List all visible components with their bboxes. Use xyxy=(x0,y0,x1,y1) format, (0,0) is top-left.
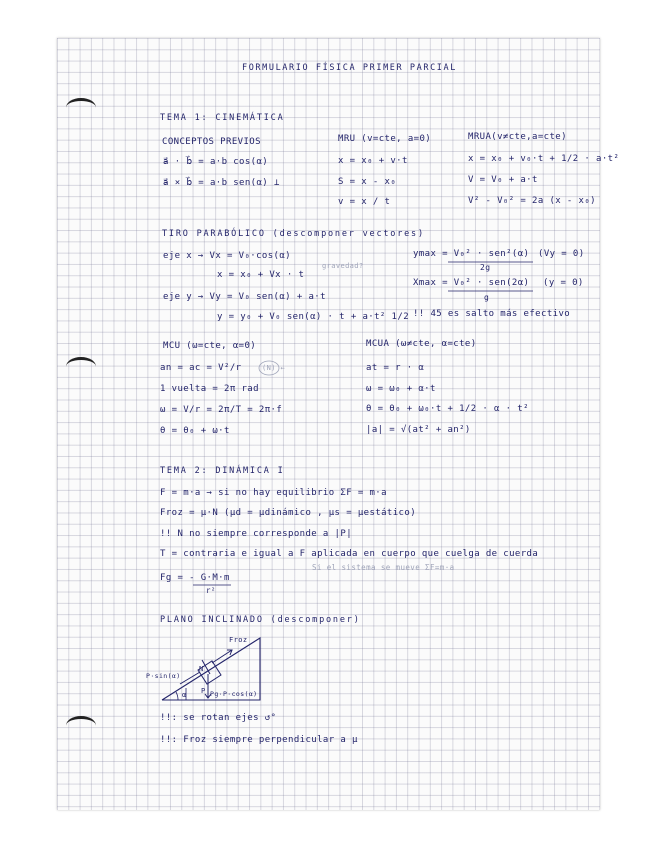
label-normal: N xyxy=(199,665,204,673)
binder-hole xyxy=(66,357,96,376)
label-alpha: α xyxy=(182,691,187,699)
formula-centripetal: an = ac = V²/r xyxy=(160,363,242,373)
formula-ejex-velocity: eje x → Vx = V₀·cos(α) xyxy=(163,251,292,261)
mcu-header: MCU (ω=cte, α=0) xyxy=(163,341,257,351)
formula-ejex-position: x = x₀ + Vx · t xyxy=(217,270,305,280)
formula-mru-velocity: v = x / t xyxy=(338,197,391,207)
formula-angular-velocity: ω = V/r = 2π/T = 2π·f xyxy=(160,405,283,415)
fraction-bar xyxy=(448,261,533,263)
note-45-degrees: !! 45 es salto más efectivo xyxy=(413,309,571,319)
binder-hole xyxy=(66,716,96,735)
section-heading-cinematica: TEMA 1: CINEMÁTICA xyxy=(160,113,285,123)
formula-mcu-angle: θ = θ₀ + ω·t xyxy=(160,426,230,436)
formula-mrua-position: x = x₀ + v₀·t + 1/2 · a·t² xyxy=(468,154,620,164)
formula-xmax-condition: (y = 0) xyxy=(543,278,584,288)
formula-mrua-velocity: V = V₀ + a·t xyxy=(468,175,538,185)
formula-ejey-position: y = y₀ + V₀ sen(α) · t + a·t² 1/2 xyxy=(217,312,410,322)
formula-total-accel: |a| = √(at² + an²) xyxy=(366,425,471,435)
fraction-bar xyxy=(448,290,533,292)
col-header-previos: CONCEPTOS PREVIOS xyxy=(162,137,261,147)
label-froz: Froz xyxy=(229,636,248,644)
formula-mru-displacement: S = x - x₀ xyxy=(338,177,397,187)
note-normal: !! N no siempre corresponde a |P| xyxy=(160,529,353,539)
formula-gravitation: Fg = - G·M·m xyxy=(160,573,230,583)
formula-ymax-condition: (Vy = 0) xyxy=(538,249,585,259)
formula-xmax: Xmax = V₀² · sen(2α) xyxy=(413,278,530,288)
page-title: FORMULARIO FÍSICA PRIMER PARCIAL xyxy=(242,63,457,73)
formula-tangential: at = r · α xyxy=(366,363,425,373)
binder-hole xyxy=(66,98,96,117)
label-pcos: Pg·P·cos(α) xyxy=(210,690,258,698)
section-heading-plano: PLANO INCLINADO (descomponer) xyxy=(160,615,361,625)
col-header-mrua: MRUA(v≠cte,a=cte) xyxy=(468,132,567,142)
formula-ymax: ymax = V₀² · sen²(α) xyxy=(413,249,530,259)
formula-mru-position: x = x₀ + v·t xyxy=(338,156,408,166)
col-header-mru: MRU (v=cte, a=0) xyxy=(338,134,432,144)
formula-mcua-angle: θ = θ₀ + ω₀·t + 1/2 · α · t² xyxy=(366,404,529,414)
label-psen: P·sin(α) xyxy=(146,672,181,680)
formula-mrua-torricelli: V² - V₀² = 2a (x - x₀) xyxy=(468,196,597,206)
formula-friction: Froz = μ·N (μd = μdinámico , μs = μestático) xyxy=(160,508,417,518)
formula-newton: F = m·a → si no hay equilibrio ΣF = m·a xyxy=(160,488,387,498)
note-rotate-axes: !!: se rotan ejes ↺° xyxy=(160,713,277,723)
formula-mcua-omega: ω = ω₀ + α·t xyxy=(366,384,436,394)
note-friction-direction: !!: Froz siempre perpendicular a μ xyxy=(160,735,358,745)
mcua-header: MCUA (ω≠cte, α=cte) xyxy=(366,339,477,349)
note-tension: T = contraria e igual a F aplicada en cuerpo que cuelga de cuerda xyxy=(160,549,539,559)
faint-note: gravedad? xyxy=(322,262,364,270)
section-heading-tiro: TIRO PARABÓLICO (descomponer vectores) xyxy=(162,229,425,239)
formula-ymax-denominator: 2g xyxy=(480,263,491,272)
section-heading-dinamica: TEMA 2: DINÁMICA I xyxy=(160,466,285,476)
faint-system-note: Si el sistema se mueve ΣF=m·a xyxy=(312,563,455,572)
label-weight: P xyxy=(201,687,206,695)
formula-vuelta: 1 vuelta = 2π rad xyxy=(160,384,259,394)
formula-cross-product: a⃗ × b⃗ = a·b sen(α) ⊥ xyxy=(163,178,280,188)
formula-dot-product: a⃗ · b⃗ = a·b cos(α) xyxy=(163,157,269,167)
circled-note: (N) ← xyxy=(262,364,286,372)
formula-xmax-denominator: g xyxy=(484,293,490,302)
formula-ejey-velocity: eje y → Vy = V₀ sen(α) + a·t xyxy=(163,292,326,302)
formula-gravitation-denominator: r² xyxy=(206,586,216,595)
